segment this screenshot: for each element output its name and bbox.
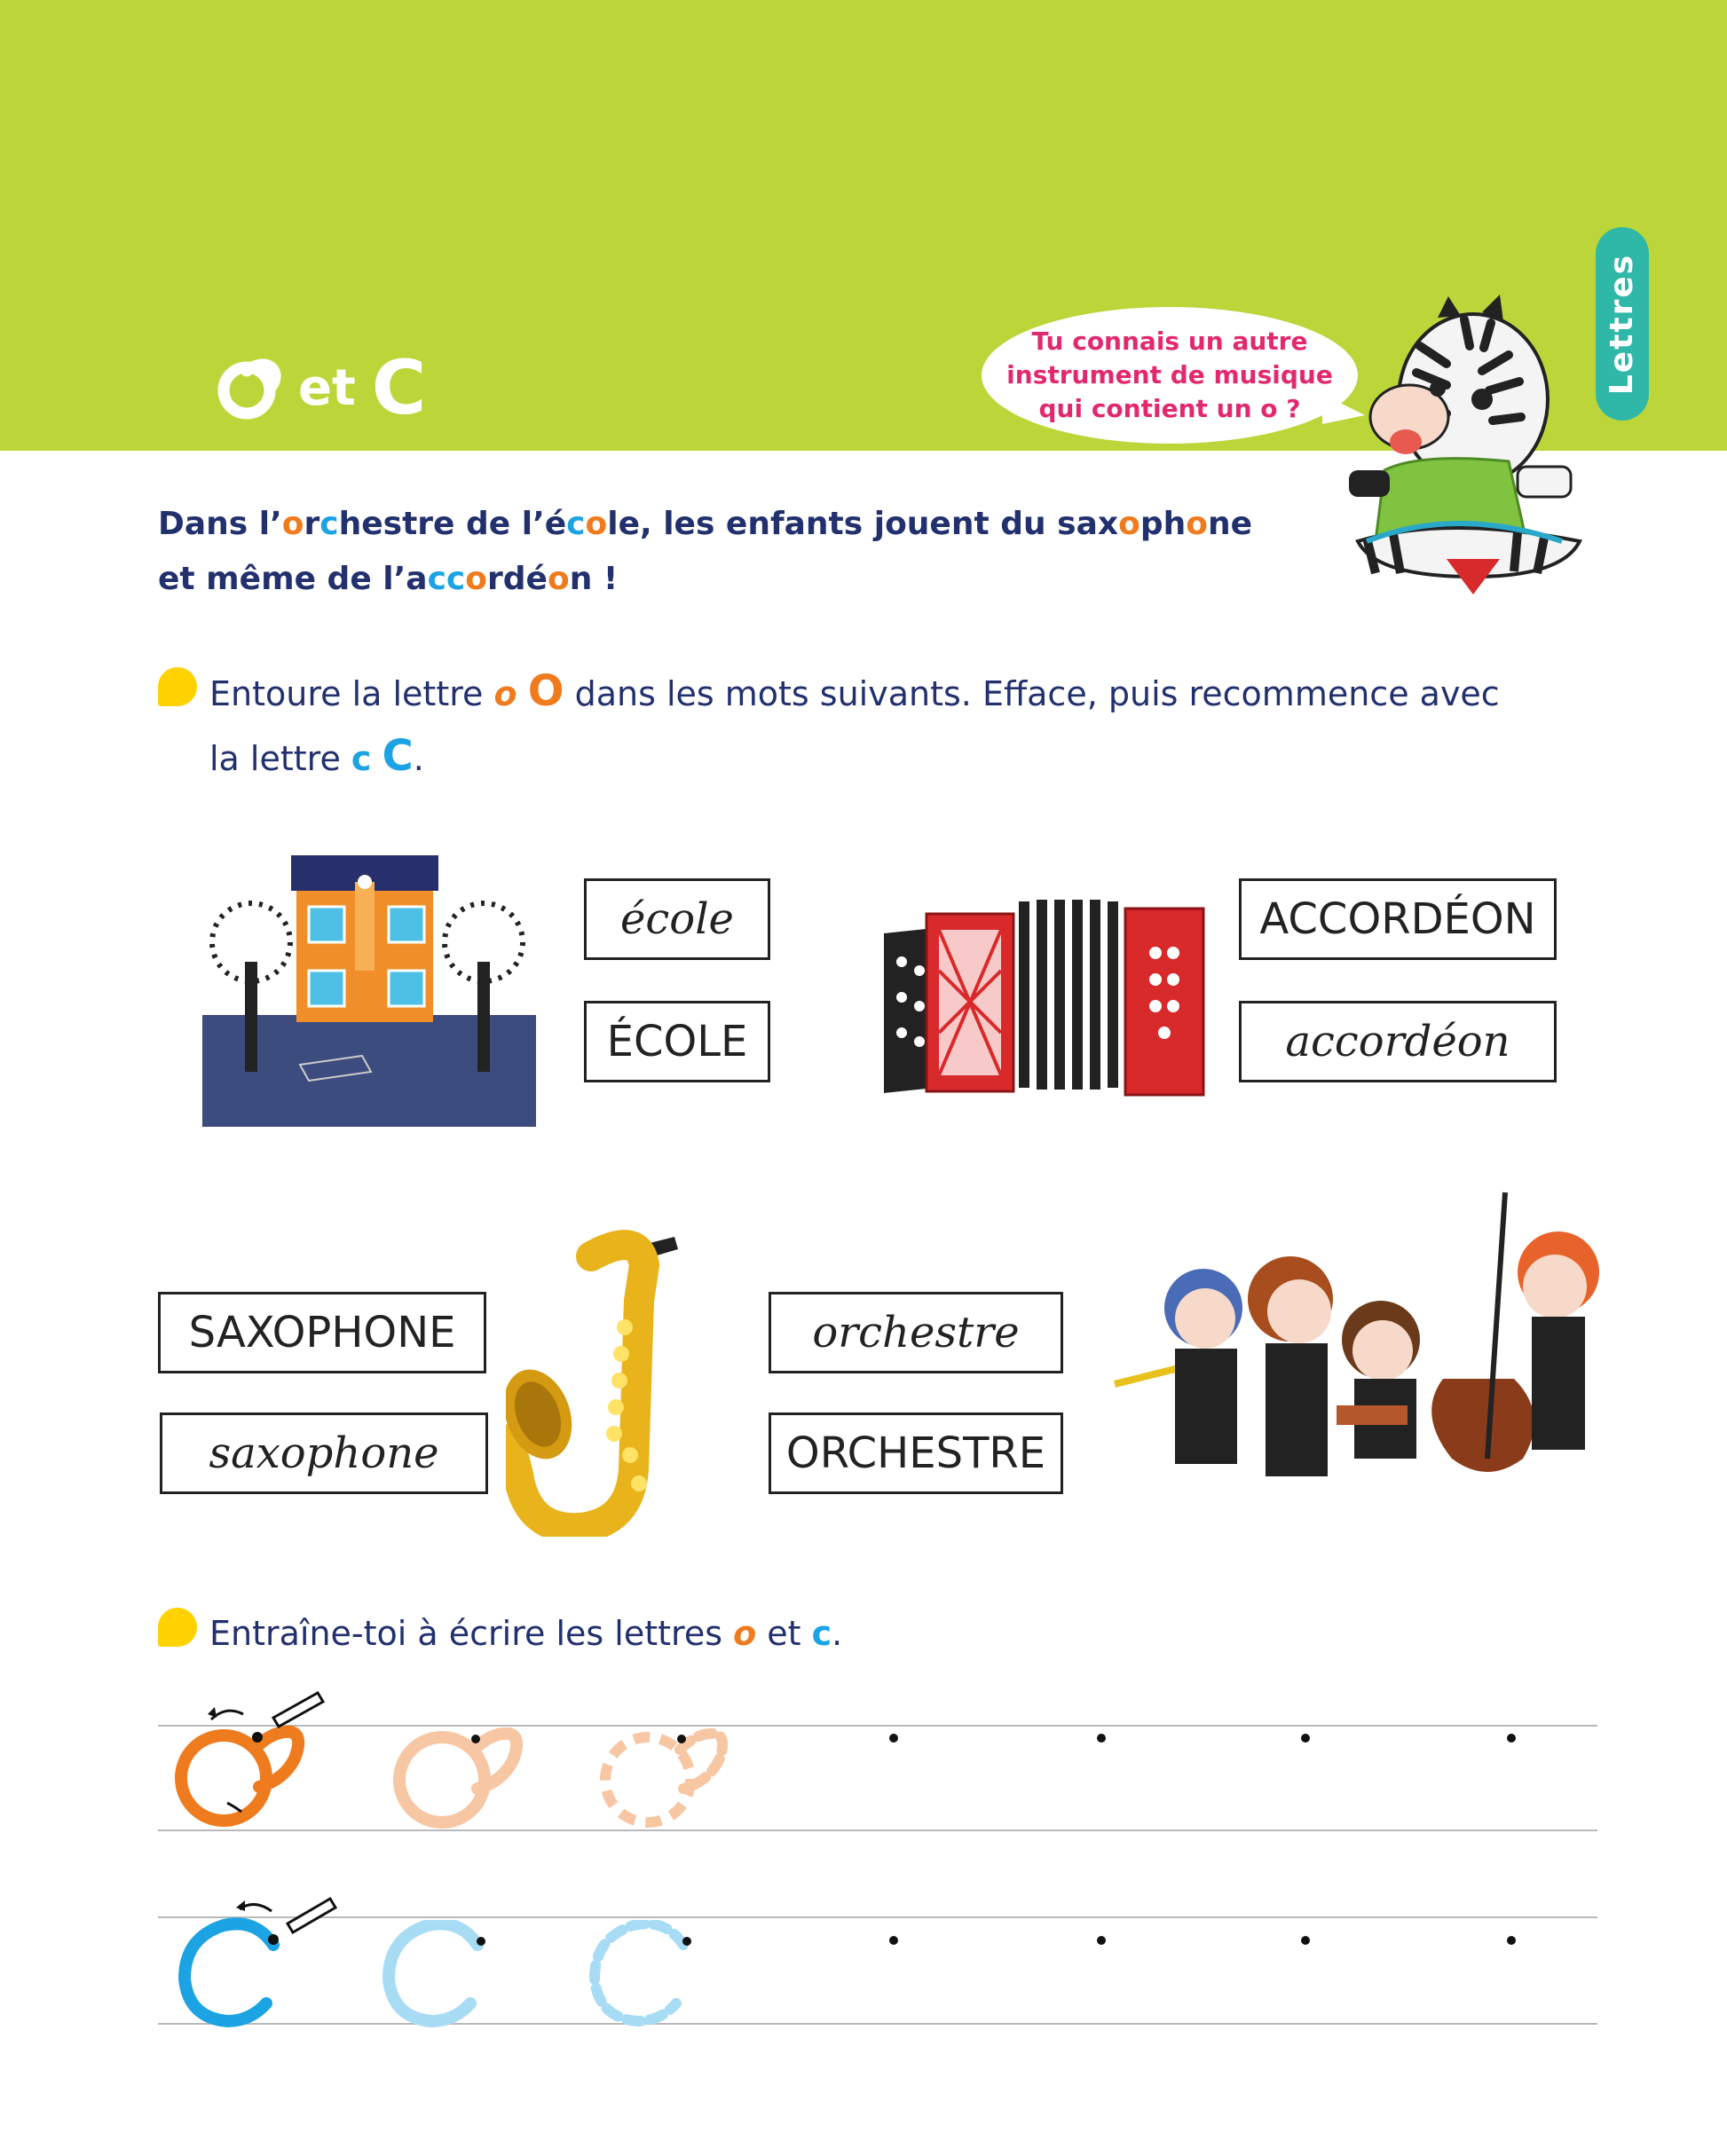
- instruction-1-text: .: [413, 739, 424, 778]
- word-box-orchestre-caps[interactable]: [769, 1412, 1063, 1494]
- highlight-letter-c: c: [566, 506, 586, 542]
- instruction-2-text: .: [832, 1614, 843, 1653]
- word-accordeon-caps: ACCORDÉON: [1259, 894, 1536, 944]
- lettres-tab[interactable]: [1596, 227, 1649, 421]
- intro-text-segment: n !: [569, 561, 619, 597]
- bubble-line: qui contient un o ?: [1038, 394, 1301, 423]
- instruction-bullet-icon: [158, 667, 197, 706]
- start-dot[interactable]: [1097, 1734, 1106, 1743]
- word-box-saxophone-cursive[interactable]: [160, 1412, 488, 1494]
- word-saxophone-caps: SAXOPHONE: [188, 1308, 456, 1357]
- start-dot[interactable]: [1507, 1936, 1516, 1945]
- word-box-saxophone-caps[interactable]: [158, 1292, 486, 1373]
- school-illustration: [202, 829, 536, 1127]
- start-dot[interactable]: [1301, 1734, 1310, 1743]
- cursive-o-title-icon: [217, 353, 286, 422]
- start-dot[interactable]: [889, 1734, 898, 1743]
- intro-text-segment: r: [304, 506, 320, 542]
- word-box-accordeon-cursive[interactable]: [1239, 1001, 1557, 1082]
- lettres-tab-label: Lettres: [1604, 253, 1641, 395]
- word-orchestre-caps: ORCHESTRE: [785, 1428, 1046, 1478]
- word-box-accordeon-caps[interactable]: [1239, 878, 1557, 960]
- word-accordeon-cursive: accordéon: [1285, 1017, 1510, 1066]
- writing-guideline: [158, 1829, 1597, 1831]
- letter-o: o: [733, 1614, 757, 1653]
- highlight-letter-o: o: [281, 506, 304, 542]
- letter-c-small: c: [351, 739, 372, 778]
- orchestra-illustration: [1088, 1175, 1647, 1491]
- start-dot[interactable]: [1507, 1734, 1516, 1743]
- accordion-illustration: [884, 891, 1212, 1104]
- highlight-letter-c: c: [319, 506, 339, 542]
- instruction-1-text: dans les mots suivants. Efface, puis recommence avec: [564, 674, 1500, 713]
- saxophone-illustration: [506, 1230, 689, 1537]
- letter-c-model-icon[interactable]: [169, 1890, 346, 2032]
- speech-bubble: [982, 307, 1358, 444]
- title-et: et: [298, 358, 356, 417]
- word-ecole-caps: ÉCOLE: [606, 1017, 748, 1066]
- instruction-1: [209, 660, 1612, 790]
- highlight-letter-o: o: [465, 561, 487, 597]
- intro-text-segment: Dans l’: [158, 506, 282, 542]
- highlight-letter-o: o: [547, 561, 570, 597]
- letter-c-big: C: [382, 731, 414, 781]
- word-ecole-cursive: école: [620, 894, 734, 944]
- writing-guideline: [158, 1725, 1597, 1727]
- intro-text: [158, 497, 1267, 607]
- page-title: [217, 344, 427, 431]
- intro-text-segment: ph: [1140, 506, 1187, 542]
- word-box-ecole-caps[interactable]: [584, 1001, 770, 1082]
- instruction-1-text: la lettre: [209, 739, 351, 778]
- intro-text-segment: ne: [1207, 506, 1253, 542]
- letter-c-trace-light-icon[interactable]: [373, 1920, 515, 2035]
- instruction-1-text: Entoure la lettre: [209, 674, 494, 713]
- letter-o-trace-light-icon[interactable]: [390, 1721, 541, 1837]
- instruction-2: [209, 1602, 1541, 1664]
- title-c: C: [371, 344, 427, 431]
- letter-c: c: [811, 1614, 832, 1653]
- start-dot[interactable]: [1097, 1936, 1106, 1945]
- intro-text-segment: rdé: [487, 561, 548, 597]
- instruction-bullet-icon: [158, 1608, 197, 1647]
- instruction-2-text: Entraîne-toi à écrire les lettres: [209, 1614, 734, 1653]
- word-orchestre-cursive: orchestre: [812, 1308, 1020, 1357]
- intro-text-segment: hestre de l’é: [338, 506, 567, 542]
- letter-o-trace-dashed-icon[interactable]: [596, 1721, 747, 1837]
- bubble-line: instrument de musique: [1006, 360, 1333, 389]
- word-saxophone-cursive: saxophone: [209, 1428, 439, 1478]
- highlight-letter-o: o: [585, 506, 608, 542]
- letter-o-small: o: [493, 674, 517, 713]
- intro-text-segment: et même de l’a: [158, 561, 428, 597]
- intro-line-2: [158, 552, 1267, 607]
- writing-guideline: [158, 1916, 1597, 1918]
- letter-c-trace-dashed-icon[interactable]: [579, 1920, 721, 2035]
- highlight-letter-o: o: [1118, 506, 1140, 542]
- word-box-orchestre-cursive[interactable]: [769, 1292, 1063, 1373]
- intro-line-1: [158, 497, 1267, 552]
- start-dot[interactable]: [1301, 1936, 1310, 1945]
- word-box-ecole-cursive[interactable]: [584, 878, 770, 960]
- start-dot[interactable]: [889, 1936, 898, 1945]
- highlight-letter-c: c: [446, 561, 466, 597]
- zebra-mascot-illustration: [1331, 293, 1597, 612]
- bubble-line: Tu connais un autre: [1031, 327, 1308, 356]
- letter-o-big: O: [527, 666, 564, 716]
- highlight-letter-c: c: [427, 561, 446, 597]
- highlight-letter-o: o: [1186, 506, 1208, 542]
- letter-o-model-icon[interactable]: [169, 1691, 337, 1837]
- intro-text-segment: le, les enfants jouent du sax: [607, 506, 1119, 542]
- instruction-2-text: et: [756, 1614, 812, 1653]
